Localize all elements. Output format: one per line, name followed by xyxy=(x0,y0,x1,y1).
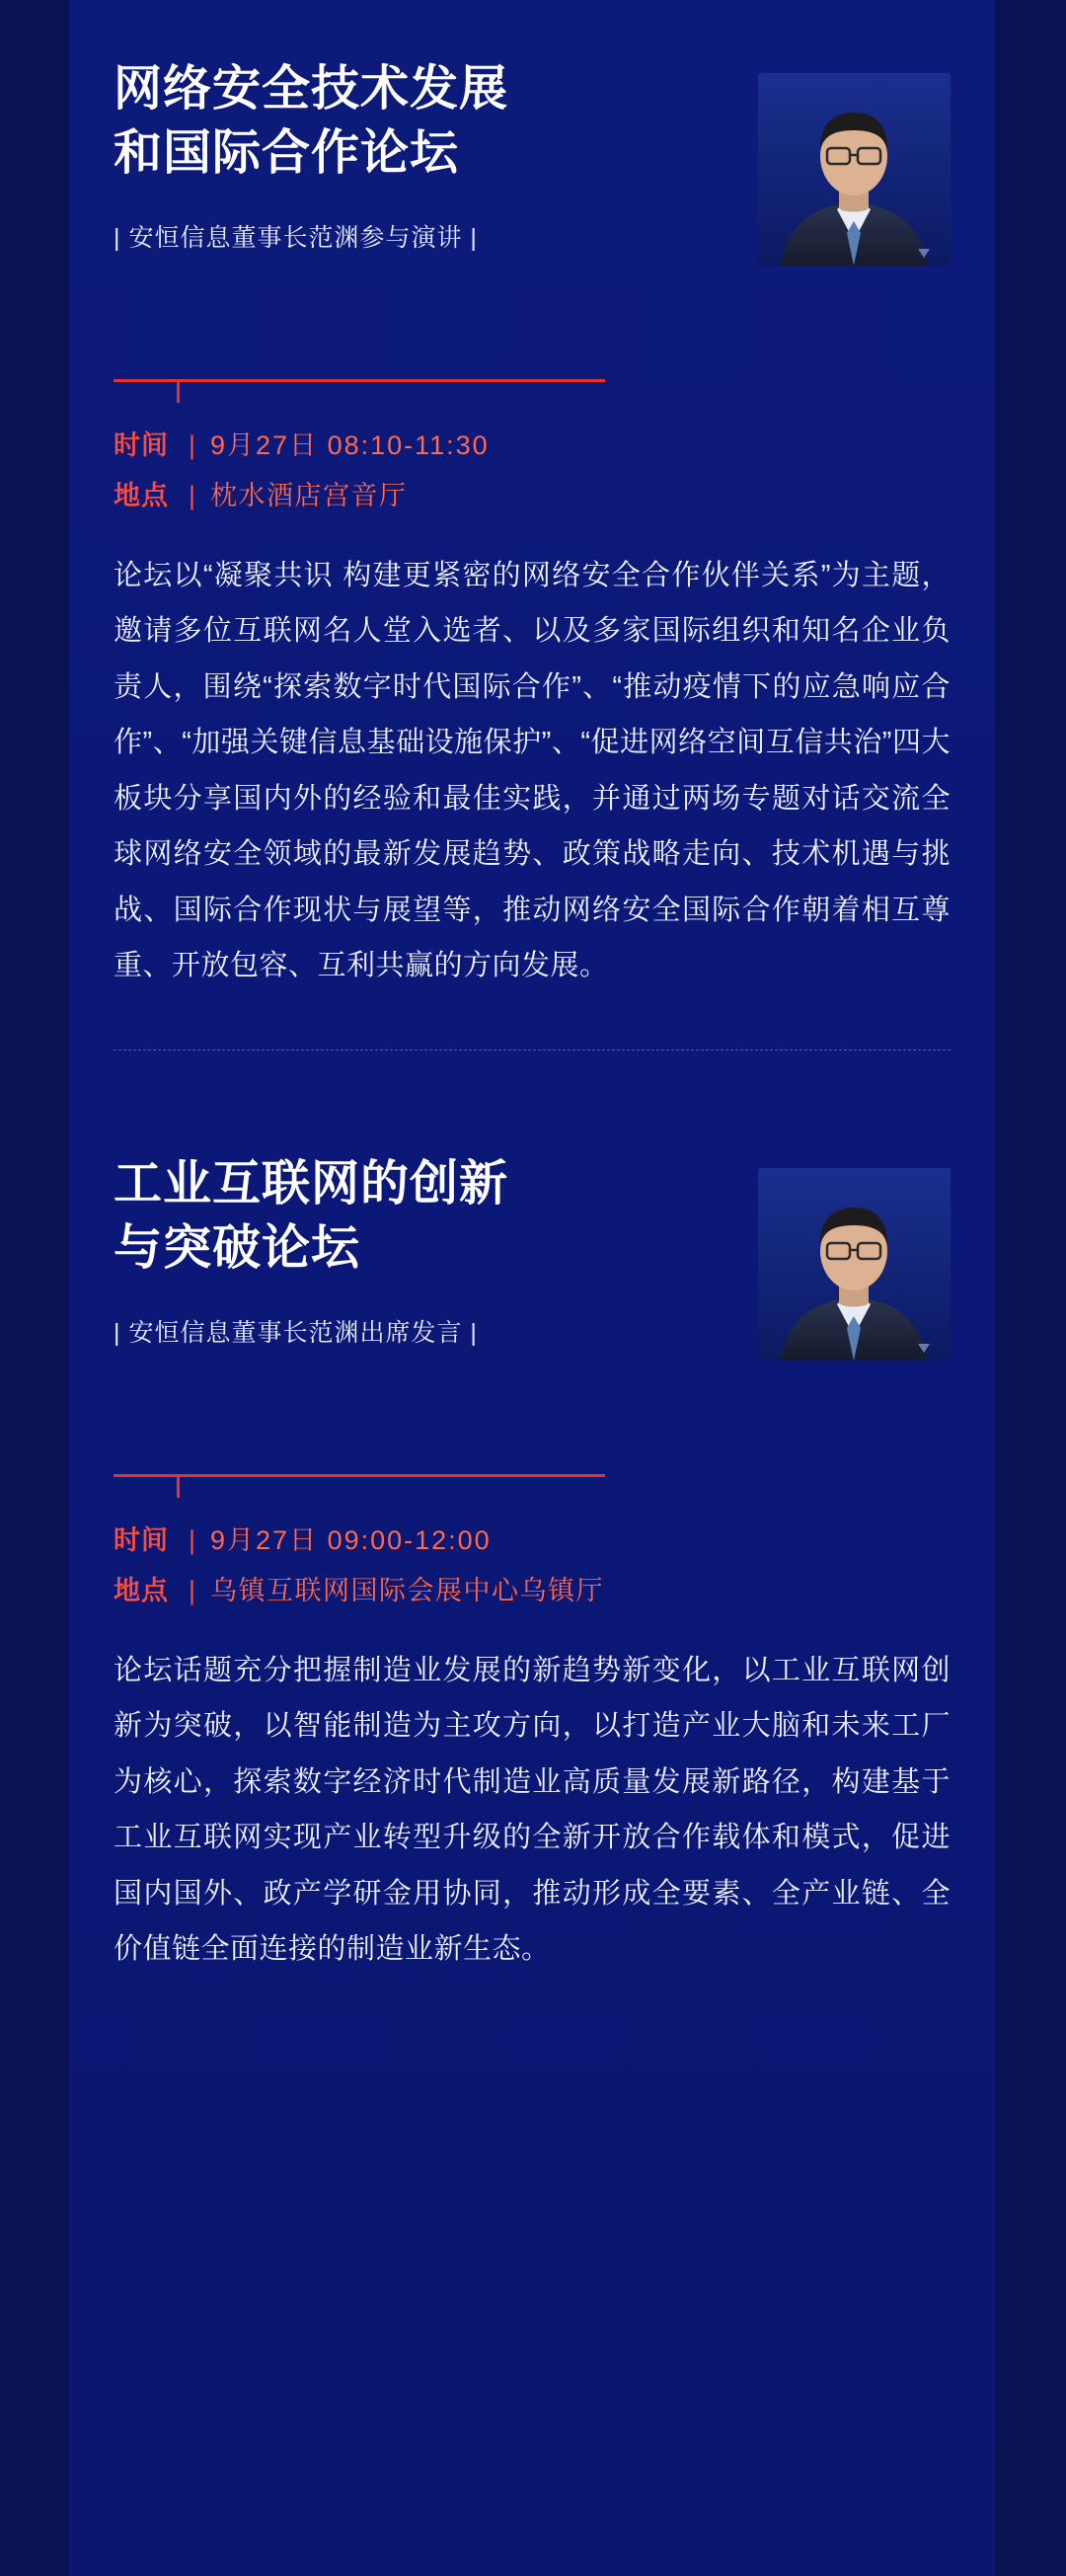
time-label: 时间 xyxy=(114,430,169,460)
section-1-subtitle: | 安恒信息董事长范渊参与演讲 | xyxy=(114,224,478,253)
accent-horizontal-line xyxy=(114,379,605,382)
accent-vertical-line xyxy=(177,1474,180,1498)
section-1-meta xyxy=(114,421,951,522)
time-separator: | xyxy=(189,1524,197,1555)
section-2-title-line-1: 工业互联网的创新 xyxy=(114,1156,509,1210)
section-2-meta xyxy=(114,1516,951,1617)
section-2-header xyxy=(114,1146,951,1443)
time-value: 9月27日 08:10-11:30 xyxy=(210,430,490,460)
section-1-portrait xyxy=(758,73,951,266)
section-1-header xyxy=(114,51,951,348)
section-1-time-row xyxy=(114,421,951,471)
time-value: 9月27日 09:00-12:00 xyxy=(210,1524,492,1555)
place-label: 地点 xyxy=(114,1576,169,1606)
accent-vertical-line xyxy=(177,379,180,403)
section-2-portrait xyxy=(758,1168,951,1361)
section-2-time-row xyxy=(114,1516,951,1566)
poster-content xyxy=(69,0,995,2576)
section-2-title-line-2: 与突破论坛 xyxy=(114,1220,361,1275)
section-2-description: 论坛话题充分把握制造业发展的新趋势新变化，以工业互联网创新为突破，以智能制造为主攻方向，以打造产业大脑和未来工厂为核心，探索数字经济时代制造业高质量发展新路径，构建基于工业互联网实现产业转型升级的全新开放合作载体和模式，促进国内国外、政产学研金用协同，推动形成全要素、全产业链、全价值链全面连接的制造业新生态。 xyxy=(114,1654,951,1966)
forum-section-1 xyxy=(69,0,995,1146)
forum-section-2 xyxy=(69,1146,995,1978)
section-1-accent-bracket xyxy=(114,357,951,403)
place-separator: | xyxy=(189,481,197,511)
section-1-title-line-1: 网络安全技术发展 xyxy=(114,62,509,116)
accent-horizontal-line xyxy=(114,1474,605,1477)
section-2-place-row xyxy=(114,1566,951,1616)
place-label: 地点 xyxy=(114,481,169,511)
section-divider xyxy=(114,1050,951,1052)
portrait-photo-icon xyxy=(758,1168,951,1361)
section-1-description: 论坛以“凝聚共识 构建更紧密的网络安全合作伙伴关系”为主题，邀请多位互联网名人堂入选者、以及多家国际组织和知名企业负责人，围绕“探索数字时代国际合作”、“推动疫情下的应急响应合作”、“加强关键信息基础设施保护”、“促进网络空间互信共治”四大板块分享国内外的经验和最佳实践，并通过两场专题对话交流全球网络安全领域的最新发展趋势、政策战略走向、技术机遇与挑战、国际合作现状与展望等，推动网络安全国际合作朝着相互尊重、开放包容、互利共赢的方向发展。 xyxy=(114,559,951,982)
place-separator: | xyxy=(189,1576,197,1606)
section-1-place-row xyxy=(114,471,951,521)
section-2-accent-bracket xyxy=(114,1452,951,1498)
portrait-photo-icon xyxy=(758,73,951,266)
time-label: 时间 xyxy=(114,1524,169,1555)
time-separator: | xyxy=(189,430,197,460)
section-1-title xyxy=(114,51,725,185)
place-value: 乌镇互联网国际会展中心乌镇厅 xyxy=(210,1576,605,1606)
left-side-band xyxy=(0,0,69,2576)
section-spacer xyxy=(114,1052,951,1146)
section-2-subtitle: | 安恒信息董事长范渊出席发言 | xyxy=(114,1319,478,1348)
section-2-title xyxy=(114,1146,725,1280)
right-side-band xyxy=(995,0,1066,2576)
section-1-title-line-2: 和国际合作论坛 xyxy=(114,125,460,180)
place-value: 枕水酒店宫音厅 xyxy=(210,481,408,511)
